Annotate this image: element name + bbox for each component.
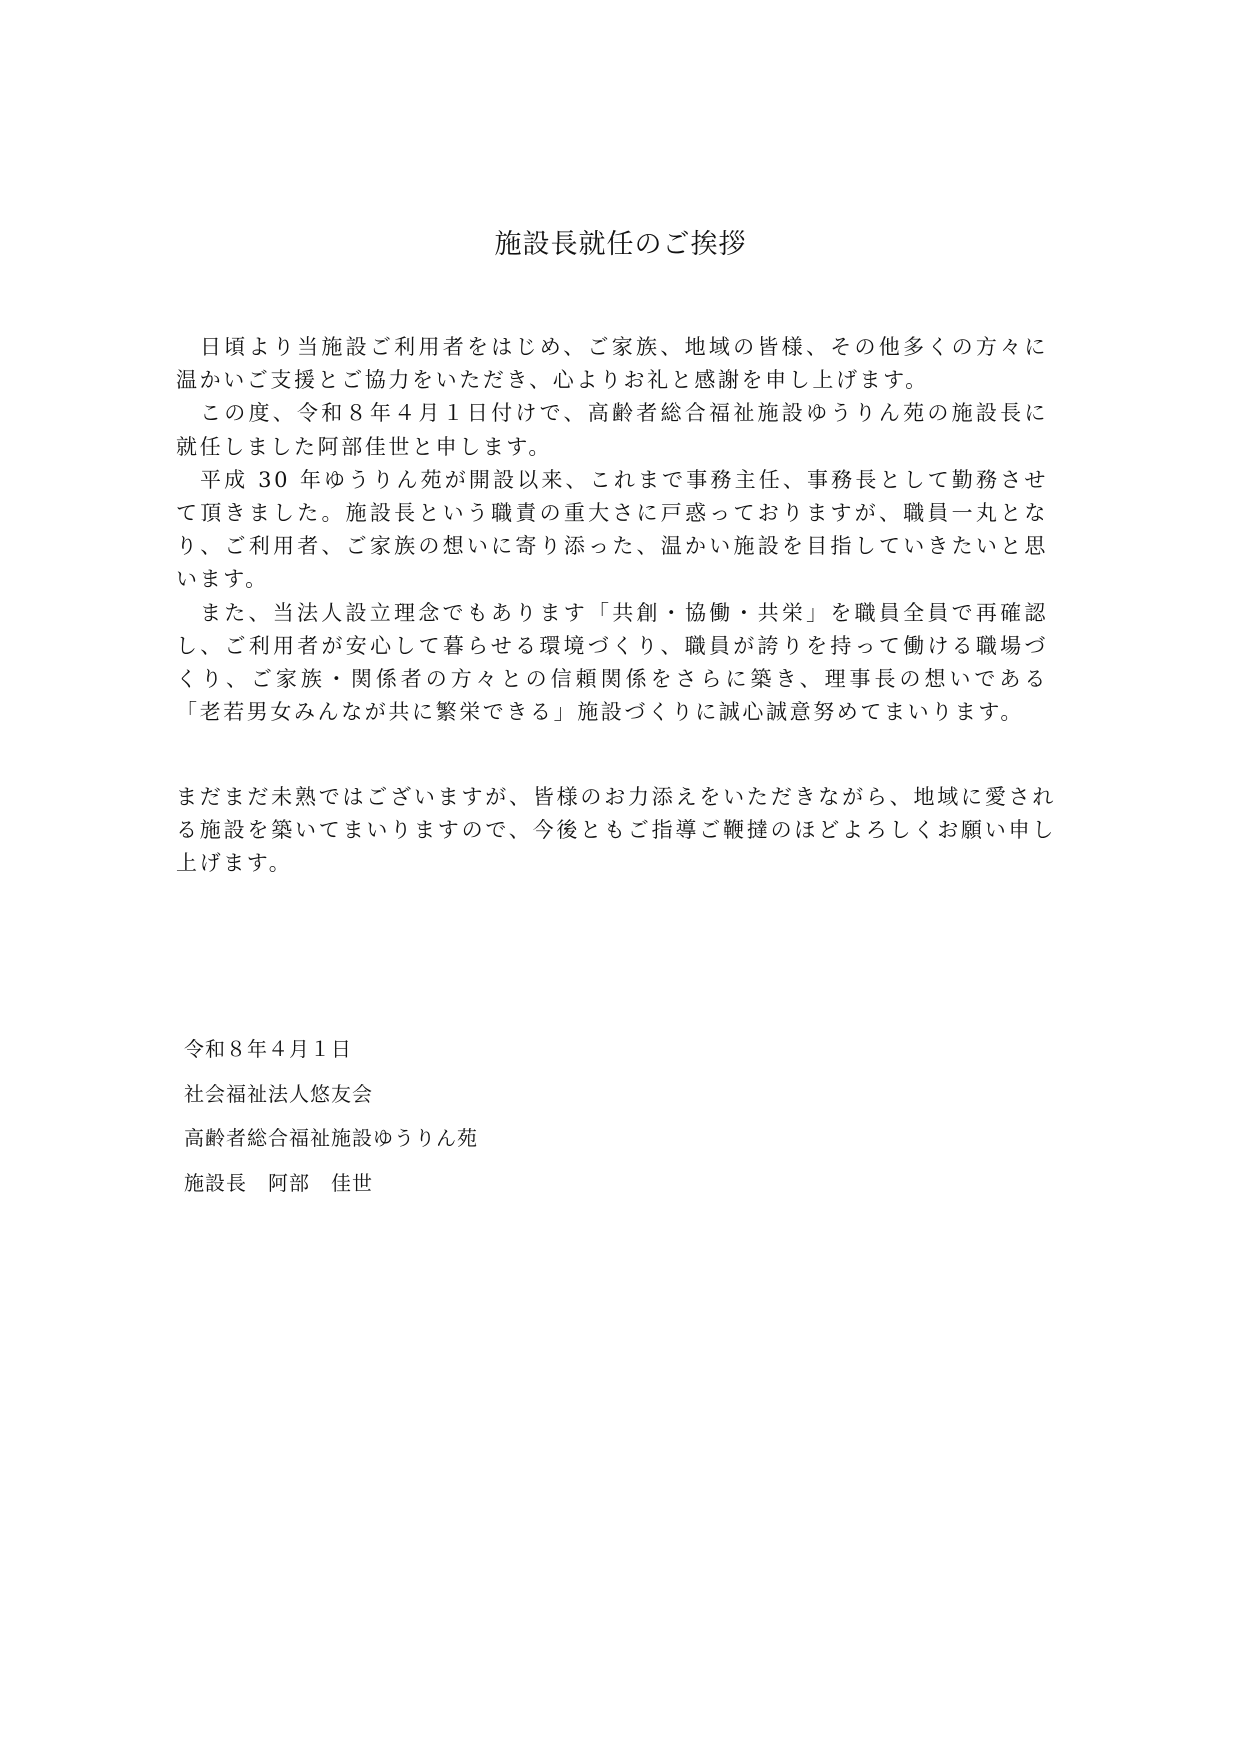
signature-date: 令和８年４月１日 xyxy=(184,1037,352,1061)
closing-paragraph: まだまだ未熟ではございますが、皆様のお力添えをいただきながら、地域に愛される施設を築いてまいりますので、今後ともご指導ご鞭撻のほどよろしくお願い申し上げます。 xyxy=(176,785,1056,876)
paragraph-philosophy: また、当法人設立理念でもあります「共創・協働・共栄」を職員全員で再確認し、ご利用者が安心して暮らせる環境づくり、職員が誇りを持って働ける職場づくり、ご家族・関係者の方々との信頼関係をさらに築き、理事長の想いである「老若男女みんなが共に繁栄できる」施設づくりに誠心誠意努めてまいります。 xyxy=(176,600,1048,725)
paragraph-appointment: この度、令和８年４月１日付けで、高齢者総合福祉施設ゆうりん苑の施設長に就任しました阿部佳世と申します。 xyxy=(176,401,1048,459)
paragraph-gratitude: 日頃より当施設ご利用者をはじめ、ご家族、地域の皆様、その他多くの方々に温かいご支援とご協力をいただき、心よりお礼と感謝を申し上げます。 xyxy=(176,335,1048,393)
closing-section xyxy=(176,781,1056,881)
signature-organization: 社会福祉法人悠友会 xyxy=(184,1081,373,1106)
greeting-body xyxy=(176,331,1048,729)
signature-signer: 施設長 阿部 佳世 xyxy=(184,1170,373,1195)
document-title: 施設長就任のご挨拶 xyxy=(494,229,747,260)
signature-block xyxy=(184,1027,478,1205)
signature-facility: 高齢者総合福祉施設ゆうりん苑 xyxy=(184,1126,478,1150)
paragraph-career: 平成 30 年ゆうりん苑が開設以来、これまで事務主任、事務長として勤務させて頂きました。施設長という職責の重大さに戸惑っておりますが、職員一丸となり、ご利用者、ご家族の想いに寄り添った、温かい施設を目指していきたいと思います。 xyxy=(176,467,1048,592)
